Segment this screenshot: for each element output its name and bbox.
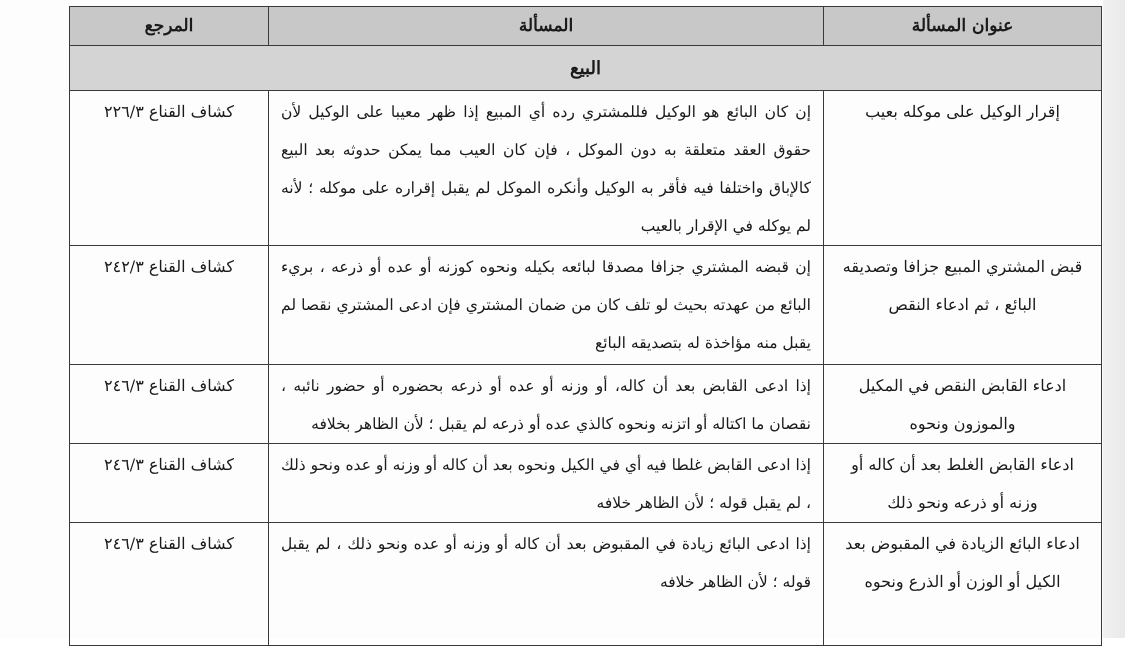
issue-text-cell: إذا ادعى القابض بعد أن كاله، أو وزنه أو عده أو ذرعه بحضوره أو حضور نائبه ، نقصان ما اكتاله أو اتزنه ونحوه كالذي عده أو ذرعه لم يقبل ؛ لأن الظاهر بخلافه	[269, 365, 824, 444]
table-row	[70, 91, 1102, 246]
table-row	[70, 523, 1102, 646]
issue-title-cell: قبض المشتري المبيع جزافا وتصديقه البائع ، ثم ادعاء النقص	[824, 246, 1102, 365]
header-title: عنوان المسألة	[824, 7, 1102, 46]
issue-title-cell: ادعاء القابض الغلط بعد أن كاله أو وزنه أو ذرعه ونحو ذلك	[824, 444, 1102, 523]
issue-title-cell: إقرار الوكيل على موكله بعيب	[824, 91, 1102, 246]
section-title: البيع	[70, 46, 1102, 91]
issues-table	[69, 6, 1102, 646]
table-header-row	[70, 7, 1102, 46]
table-row	[70, 365, 1102, 444]
issue-text-cell: إن كان البائع هو الوكيل فللمشتري رده أي المبيع إذا ظهر معيبا على الوكيل لأن حقوق العقد متعلقة به دون الموكل ، فإن كان العيب مما يمكن حدوثه بعد البيع كالإباق واختلفا فيه فأقر به الوكيل وأنكره الموكل لم يقبل إقراره على موكله ؛ لأنه لم يوكله في الإقرار بالعيب	[269, 91, 824, 246]
reference-cell: كشاف القناع ٢٤٦/٣	[70, 523, 269, 646]
issue-title-cell: ادعاء البائع الزيادة في المقبوض بعد الكيل أو الوزن أو الذرع ونحوه	[824, 523, 1102, 646]
issue-text-cell: إن قبضه المشتري جزافا مصدقا لبائعه بكيله ونحوه كوزنه أو عده أو ذرعه ، بريء البائع من عهدته بحيث لو تلف كان من ضمان المشتري فإن ادعى المشتري نقصا لم يقبل منه مؤاخذة له بتصديقه البائع	[269, 246, 824, 365]
reference-cell: كشاف القناع ٢٤٢/٣	[70, 246, 269, 365]
page-edge	[1103, 0, 1125, 638]
header-reference: المرجع	[70, 7, 269, 46]
issue-text-cell: إذا ادعى القابض غلطا فيه أي في الكيل ونحوه بعد أن كاله أو وزنه أو عده ونحو ذلك ، لم يقبل قوله ؛ لأن الظاهر خلافه	[269, 444, 824, 523]
section-row	[70, 46, 1102, 91]
reference-cell: كشاف القناع ٢٤٦/٣	[70, 444, 269, 523]
table-row	[70, 246, 1102, 365]
issue-title-cell: ادعاء القابض النقص في المكيل والموزون ونحوه	[824, 365, 1102, 444]
reference-cell: كشاف القناع ٢٤٦/٣	[70, 365, 269, 444]
table-row	[70, 444, 1102, 523]
reference-cell: كشاف القناع ٢٢٦/٣	[70, 91, 269, 246]
issue-text-cell: إذا ادعى البائع زيادة في المقبوض بعد أن كاله أو وزنه أو عده ونحو ذلك ، لم يقبل قوله ؛ لأن الظاهر خلافه	[269, 523, 824, 646]
header-issue: المسألة	[269, 7, 824, 46]
